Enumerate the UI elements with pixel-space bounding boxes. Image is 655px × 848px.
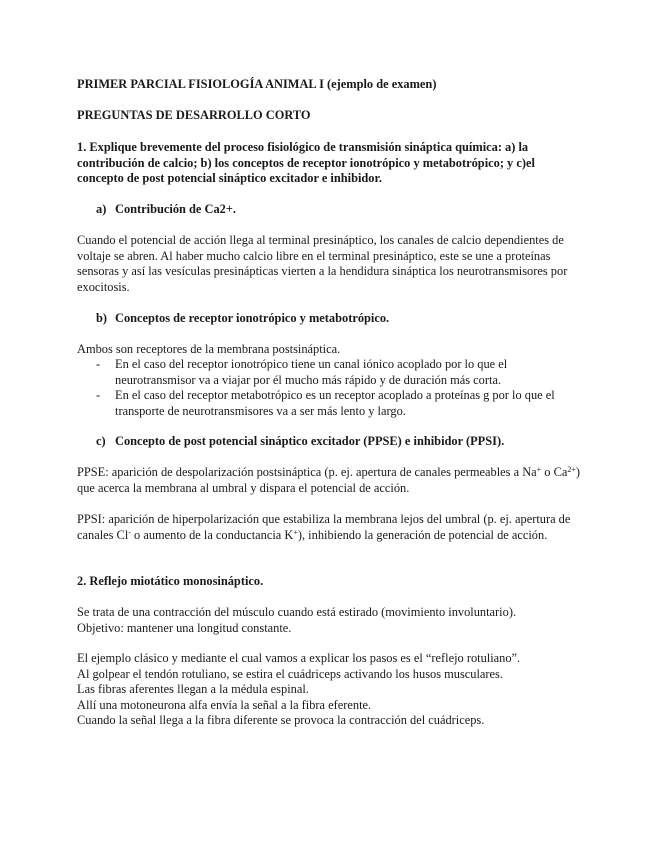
text-line: El ejemplo clásico y mediante el cual vamos a explicar los pasos es el “reflejo rotuliano”. <box>77 651 521 665</box>
dash-bullet: - <box>96 357 101 371</box>
subheading-c-title: Concepto de post potencial sináptico excitador (PPSE) e inhibidor (PPSI). <box>115 434 505 448</box>
document-title: PRIMER PARCIAL FISIOLOGÍA ANIMAL I (ejemplo de examen) <box>77 77 437 91</box>
list-item <box>96 357 584 388</box>
paragraph-calcium: Cuando el potencial de acción llega al terminal presináptico, los canales de calcio dependientes de voltaje se abren. Al haber mucho calcio libre en el terminal presináptico, este se une a proteínas sensoras y así las vesículas presinápticas vierten a la hendidura sináptica los neurotransmisores por exocitosis. <box>77 233 568 294</box>
subheading-a-letter: a) <box>96 202 107 216</box>
text-line: Al golpear el tendón rotuliano, se estira el cuádriceps activando los husos musculares. <box>77 666 503 681</box>
paragraph-reflex-steps <box>77 651 582 729</box>
question-1-heading: 1. Explique brevemente del proceso fisiológico de transmisión sináptica química: a) la contribución de calcio; b) los conceptos de receptor ionotrópico y metabotrópico; y c)el concepto de post potencial sináptico excitador e inhibidor. <box>77 140 535 185</box>
text-line: Cuando la señal llega a la fibra diferente se provoca la contracción del cuádriceps. <box>77 713 485 727</box>
dash-bullet: - <box>96 388 101 402</box>
paragraph-ppse: PPSE: aparición de despolarización postsináptica (p. ej. apertura de canales permeables a Na+ o $Ca^{2+}$) que acerca la membrana al umbral y dispara el potencial de acción. <box>77 465 580 495</box>
text-line: Objetivo: mantener una longitud constante. <box>77 620 292 635</box>
paragraph-receptors-intro: Ambos son receptores de la membrana postsináptica. <box>77 342 341 356</box>
text-line: Allí una motoneurona alfa envía la señal a la fibra eferente. <box>77 697 372 712</box>
subheading-a-title: Contribución de Ca2+. <box>115 202 236 216</box>
subheading-c-letter: c) <box>96 434 106 448</box>
subheading-b-letter: b) <box>96 311 108 325</box>
bullet-ionotropic: En el caso del receptor ionotrópico tiene un canal iónico acoplado por lo que el neurotransmisor va a viajar por él mucho más rápido y de duración más corta. <box>115 357 508 387</box>
subheading-c <box>96 434 504 450</box>
text-line: Se trata de una contracción del músculo cuando está estirado (movimiento involuntario). <box>77 605 517 619</box>
question-2-heading: 2. Reflejo miotático monosináptico. <box>77 574 264 588</box>
list-item <box>96 388 584 419</box>
section-title: PREGUNTAS DE DESARROLLO CORTO <box>77 108 311 122</box>
paragraph-reflex-definition <box>77 605 582 636</box>
text-line: Las fibras aferentes llegan a la médula espinal. <box>77 682 309 696</box>
subheading-a <box>96 202 236 218</box>
bullet-metabotropic: En el caso del receptor metabotrópico es un receptor acoplado a proteínas g por lo que el transporte de neurotransmisores va a ser más lento y largo. <box>115 388 555 418</box>
paragraph-ppsi: PPSI: aparición de hiperpolarización que estabiliza la membrana lejos del umbral (p. ej. apertura de canales Cl- o aumento de la conductancia K+), inhibiendo la generación de potencial de acción. <box>77 512 571 542</box>
subheading-b-title: Conceptos de receptor ionotrópico y metabotrópico. <box>115 311 390 325</box>
subheading-b <box>96 311 389 327</box>
